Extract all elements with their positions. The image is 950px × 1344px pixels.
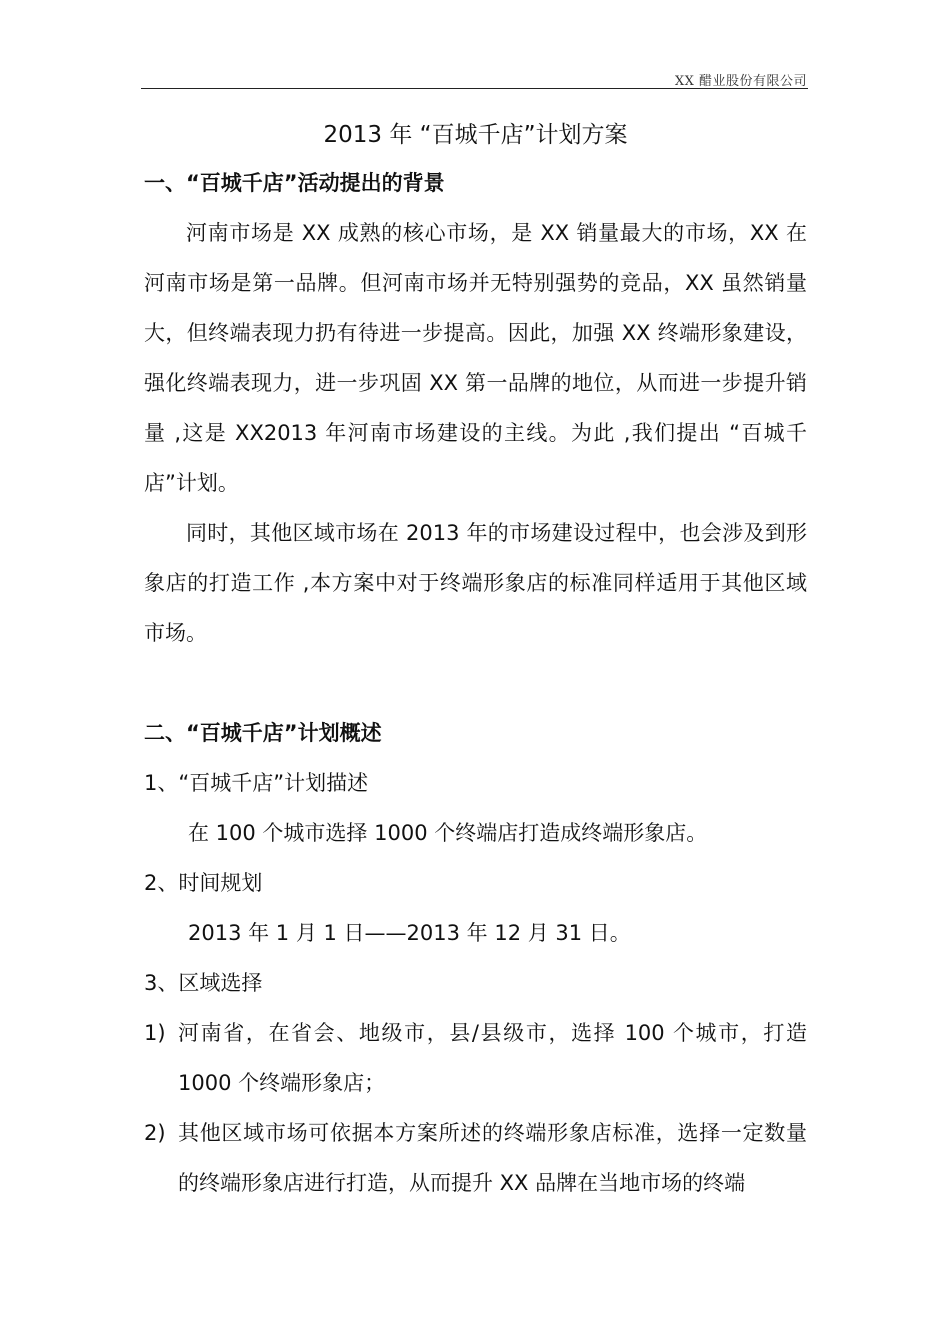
list-item-text: 河南省，在省会、地级市，县/县级市，选择 100 个城市，打造 1000 个终端形象店； (178, 1021, 807, 1095)
item-text-schedule: 2013 年 1 月 1 日——2013 年 12 月 31 日。 (188, 921, 631, 945)
document-title: 2013 年 “百城千店”计划方案 (323, 122, 628, 148)
list-item (144, 1108, 807, 1208)
paragraph-background-2: 同时，其他区域市场在 2013 年的市场建设过程中，也会涉及到形象店的打造工作 ,本方案中对于终端形象店的标准同样适用于其他区域市场。 (144, 521, 807, 645)
document-body (144, 112, 807, 1208)
blank-line (144, 658, 807, 708)
item-title-description: 1、“百城千店”计划描述 (144, 771, 369, 795)
header-divider (141, 88, 808, 89)
header-company-name: XX 醋业股份有限公司 (674, 74, 807, 89)
list-item-text: 其他区域市场可依据本方案所述的终端形象店标准，选择一定数量的终端形象店进行打造，从而提升 XX 品牌在当地市场的终端 (178, 1121, 807, 1195)
item-title-region: 3、区域选择 (144, 971, 263, 995)
section-heading-background: 一、“百城千店”活动提出的背景 (144, 171, 445, 195)
list-item-number: 2) (144, 1121, 166, 1145)
list-item (144, 1008, 807, 1108)
list-item-number: 1) (144, 1021, 166, 1045)
item-title-schedule: 2、时间规划 (144, 871, 263, 895)
paragraph-background-1: 河南市场是 XX 成熟的核心市场，是 XX 销量最大的市场，XX 在河南市场是第一品牌。但河南市场并无特别强势的竞品，XX 虽然销量大，但终端表现力扔有待进一步提高。因此，加强 XX 终端形象建设，强化终端表现力，进一步巩固 XX 第一品牌的地位，从而进一步提升销量 ,这是 XX2013 年河南市场建设的主线。为此 ,我们提出 “百城千店”计划。 (144, 221, 807, 495)
section-heading-overview: 二、“百城千店”计划概述 (144, 721, 382, 745)
item-text-description: 在 100 个城市选择 1000 个终端店打造成终端形象店。 (188, 821, 708, 845)
